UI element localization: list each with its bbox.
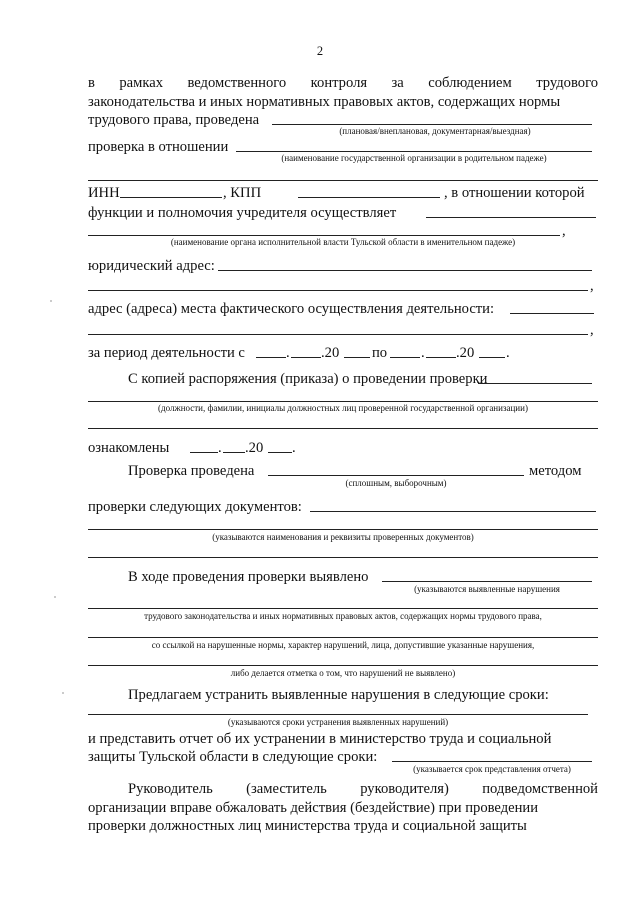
hint-authority: (наименование органа исполнительной власти Тульской области в именительном падеже) — [170, 237, 516, 247]
check-type-field[interactable] — [272, 124, 592, 125]
period-to-day[interactable] — [390, 357, 420, 358]
comma: , — [590, 278, 594, 294]
word: (заместитель — [246, 781, 327, 797]
period-to: по — [372, 345, 388, 361]
hint-report: (указывается срок представления отчета) — [413, 764, 571, 774]
inn-field[interactable] — [120, 197, 222, 198]
word: трудового — [536, 75, 598, 91]
docs-field-2[interactable] — [88, 529, 598, 530]
word: подведомственной — [482, 781, 598, 797]
acq-year-prefix: .20 — [245, 440, 264, 456]
kpp-label: , КПП — [223, 185, 262, 201]
scan-speck — [54, 596, 56, 598]
acq-year[interactable] — [268, 452, 292, 453]
period-dot: . — [286, 345, 290, 361]
violations-field-1[interactable] — [382, 581, 592, 582]
appeal-line-1 — [128, 780, 598, 798]
legal-address-field[interactable] — [218, 270, 592, 271]
violations-field-4[interactable] — [88, 665, 598, 666]
acq-day[interactable] — [190, 452, 218, 453]
report-line-2: защиты Тульской области в следующие сроки: — [88, 749, 378, 765]
docs-field-1[interactable] — [310, 511, 596, 512]
propose-label: Предлагаем устранить выявленные нарушения в следующие сроки: — [128, 687, 549, 703]
word: Руководитель — [128, 781, 213, 797]
method-label: методом — [529, 463, 582, 479]
paragraph-1-line-3: трудового права, проведена — [88, 112, 260, 128]
word: руководителя) — [360, 781, 449, 797]
inn-label: ИНН — [88, 185, 120, 201]
page-number: 2 — [316, 44, 324, 58]
hint-method: (сплошным, выборочным) — [345, 478, 447, 488]
acq-end: . — [292, 440, 296, 456]
violations-field-2[interactable] — [88, 608, 598, 609]
acq-month[interactable] — [223, 452, 245, 453]
appeal-line-3: проверки должностных лиц министерства труда и социальной защиты — [88, 818, 527, 834]
actual-address-label: адрес (адреса) места фактического осуществления деятельности: — [88, 301, 495, 317]
hint-violations-4: либо делается отметка о том, что нарушений не выявлено) — [230, 668, 456, 678]
word: рамках — [119, 75, 164, 91]
found-label: В ходе проведения проверки выявлено — [128, 569, 369, 585]
hint-violations-2: трудового законодательства и иных нормативных правовых актов, содержащих нормы трудового права, — [144, 611, 542, 621]
period-from-year[interactable] — [344, 357, 370, 358]
period-from-month[interactable] — [291, 357, 321, 358]
scan-speck — [50, 300, 52, 302]
period-to-month[interactable] — [426, 357, 456, 358]
hint-officials: (должности, фамилии, инициалы должностных лиц проверенной государственной организации) — [158, 403, 528, 413]
comma: , — [562, 223, 566, 239]
hint-check-type: (плановая/внеплановая, документарная/выездная) — [339, 126, 531, 136]
violations-field-3[interactable] — [88, 637, 598, 638]
scan-speck — [62, 692, 64, 694]
kpp-field[interactable] — [298, 197, 440, 198]
word: за — [391, 75, 404, 91]
legal-address-field-2[interactable] — [88, 290, 588, 291]
method-field[interactable] — [268, 475, 524, 476]
acq-dot: . — [218, 440, 222, 456]
word: контроля — [310, 75, 368, 91]
officials-field-2[interactable] — [88, 401, 598, 402]
officials-field-3[interactable] — [88, 428, 598, 429]
check-in-relation-label: проверка в отношении — [88, 139, 229, 155]
hint-org-name: (наименование государственной организации в родительном падеже) — [281, 153, 547, 163]
conducted-label: Проверка проведена — [128, 463, 255, 479]
actual-address-field-2[interactable] — [88, 334, 588, 335]
acquainted-label: ознакомлены — [88, 440, 170, 456]
authority-field-1[interactable] — [426, 217, 596, 218]
period-dot: . — [421, 345, 425, 361]
paragraph-1-line-2: законодательства и иных нормативных правовых актов, содержащих нормы — [88, 94, 561, 110]
actual-address-field[interactable] — [510, 313, 594, 314]
period-from-day[interactable] — [256, 357, 286, 358]
docs-check-label: проверки следующих документов: — [88, 499, 302, 515]
terms-field[interactable] — [88, 714, 588, 715]
org-name-field-2[interactable] — [88, 180, 598, 181]
appeal-line-2: организации вправе обжаловать действия (бездействие) при проведении — [88, 800, 539, 816]
paragraph-1-line-1 — [88, 74, 598, 92]
org-name-field[interactable] — [236, 151, 592, 152]
comma: , — [590, 322, 594, 338]
period-from-year-prefix: .20 — [321, 345, 340, 361]
period-to-year[interactable] — [479, 357, 505, 358]
period-to-year-prefix: .20 — [456, 345, 475, 361]
period-end: . — [506, 345, 510, 361]
word: ведомственного — [187, 75, 287, 91]
in-relation-which: , в отношении которой — [444, 185, 585, 201]
hint-violations-1: (указываются выявленные нарушения — [414, 584, 560, 594]
authority-field-2[interactable] — [88, 235, 560, 236]
hint-violations-3: со ссылкой на нарушенные нормы, характер нарушений, лица, допустившие указанные нарушения, — [151, 640, 535, 650]
word: соблюдением — [428, 75, 512, 91]
hint-terms: (указываются сроки устранения выявленных нарушений) — [227, 717, 449, 727]
hint-docs: (указываются наименования и реквизиты проверенных документов) — [212, 532, 474, 542]
report-deadline-field[interactable] — [392, 761, 592, 762]
word: в — [88, 75, 95, 91]
order-copy-label: С копией распоряжения (приказа) о проведении проверки — [128, 371, 488, 387]
functions-label: функции и полномочия учредителя осуществляет — [88, 205, 397, 221]
officials-field-1[interactable] — [478, 383, 592, 384]
docs-field-3[interactable] — [88, 557, 598, 558]
report-line-1: и представить отчет об их устранении в министерство труда и социальной — [88, 731, 552, 747]
legal-address-label: юридический адрес: — [88, 258, 215, 274]
period-prefix: за период деятельности с — [88, 345, 245, 361]
